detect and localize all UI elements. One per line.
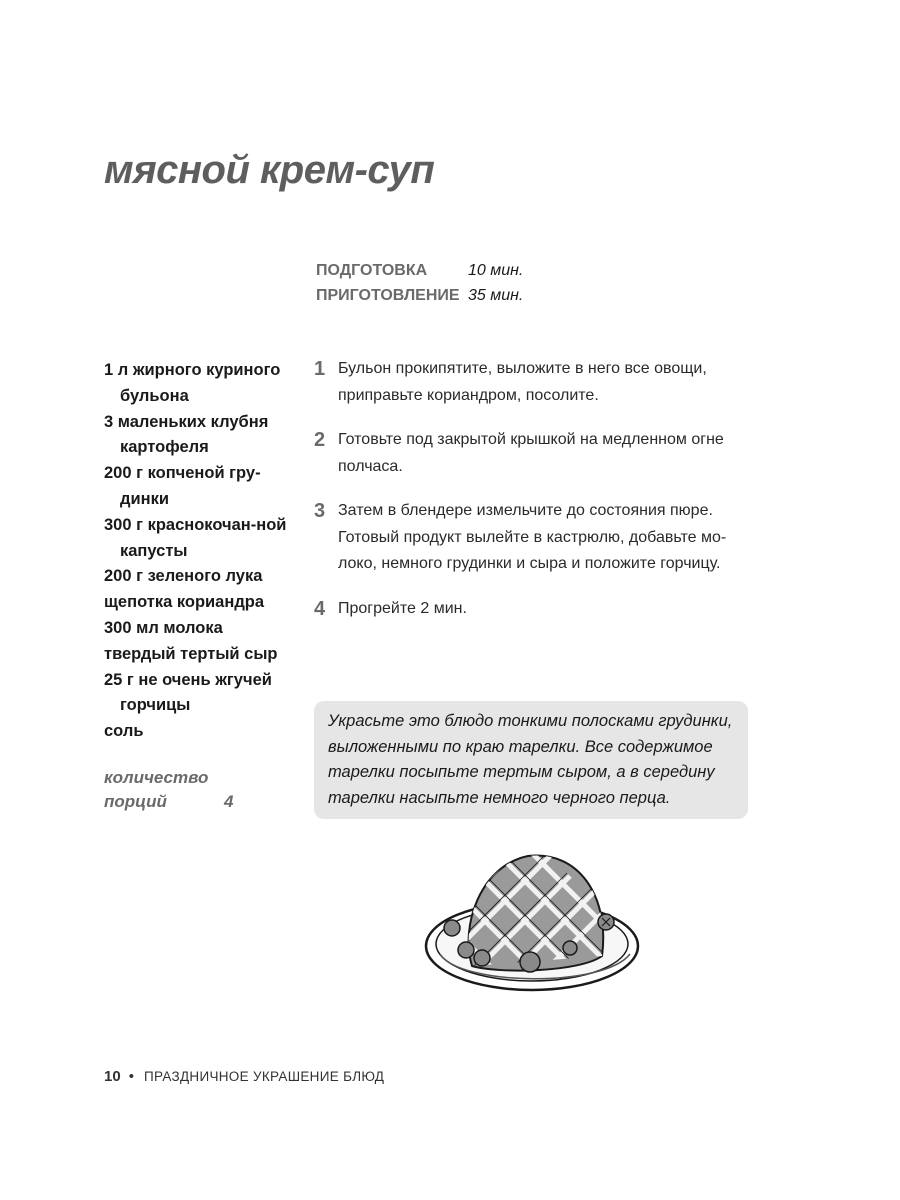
page-footer: [104, 1068, 384, 1085]
step-item: [314, 356, 754, 409]
ingredient-item: 200 г копченой гру-динки: [104, 464, 261, 508]
step-number: 3: [314, 500, 326, 522]
time-table: [316, 258, 523, 308]
ingredient-item: 1 л жирного куриного бульона: [104, 361, 281, 405]
step-item: [314, 596, 754, 623]
step-text: Прогрейте 2 мин.: [338, 599, 467, 617]
cook-time-row: [316, 283, 523, 308]
step-list: [314, 356, 754, 640]
servings-label: количество порций: [104, 768, 209, 811]
step-item: [314, 498, 754, 578]
ingredient-item: 25 г не очень жгучей горчицы: [104, 670, 272, 715]
step-number: 1: [314, 358, 326, 380]
step-text: Затем в блендере измельчите до состояния пюре. Готовый продукт вылейте в кастрюлю, добавьте мо-локо, немного грудинки и сыра и положите горчицу.: [338, 502, 727, 572]
servings-value: 4: [224, 792, 234, 811]
garnish-ball: [458, 942, 474, 958]
prep-time-row: [316, 258, 523, 283]
garnish-ball: [520, 952, 540, 972]
cook-time-value: 35 мин.: [468, 287, 524, 304]
section-title: ПРАЗДНИЧНОЕ УКРАШЕНИЕ БЛЮД: [143, 1069, 385, 1084]
ingredient-item: 200 г зеленого лука: [104, 567, 263, 586]
step-text: Готовьте под закрытой крышкой на медленном огне полчаса.: [338, 431, 724, 475]
ingredient-item: щепотка кориандра: [104, 593, 265, 612]
tip-box: Украсьте это блюдо тонкими полосками грудинки, выложенными по краю тарелки. Все содержимое тарелки посыпьте тертым сыром, а в середину тарелки насыпьте немного черного перца.: [314, 701, 748, 819]
recipe-title: мясной крем-суп: [104, 148, 435, 192]
servings-block: [104, 766, 244, 814]
ingredient-list: [104, 358, 304, 745]
ingredient-item: 300 г краснокочан-ной капусты: [104, 515, 287, 560]
ingredient-item: 3 маленьких клубня картофеля: [104, 412, 269, 457]
dish-illustration: [420, 846, 650, 1006]
page-number: 10: [104, 1068, 121, 1085]
garnish-ball: [563, 941, 577, 955]
footer-bullet: •: [128, 1068, 134, 1085]
step-number: 2: [314, 429, 326, 451]
step-item: [314, 427, 754, 480]
ingredient-item: 300 мл молока: [104, 618, 223, 637]
ingredient-item: соль: [104, 722, 144, 741]
garnish-ball: [444, 920, 460, 936]
prep-time-label: ПОДГОТОВКА: [316, 262, 428, 279]
garnish-ball: [474, 950, 490, 966]
cook-time-label: ПРИГОТОВЛЕНИЕ: [316, 287, 460, 304]
step-text: Бульон прокипятите, выложите в него все овощи, приправьте кориандром, посолите.: [338, 360, 707, 404]
step-number: 4: [314, 597, 326, 620]
ingredient-item: твердый тертый сыр: [104, 644, 278, 663]
prep-time-value: 10 мин.: [468, 262, 524, 279]
